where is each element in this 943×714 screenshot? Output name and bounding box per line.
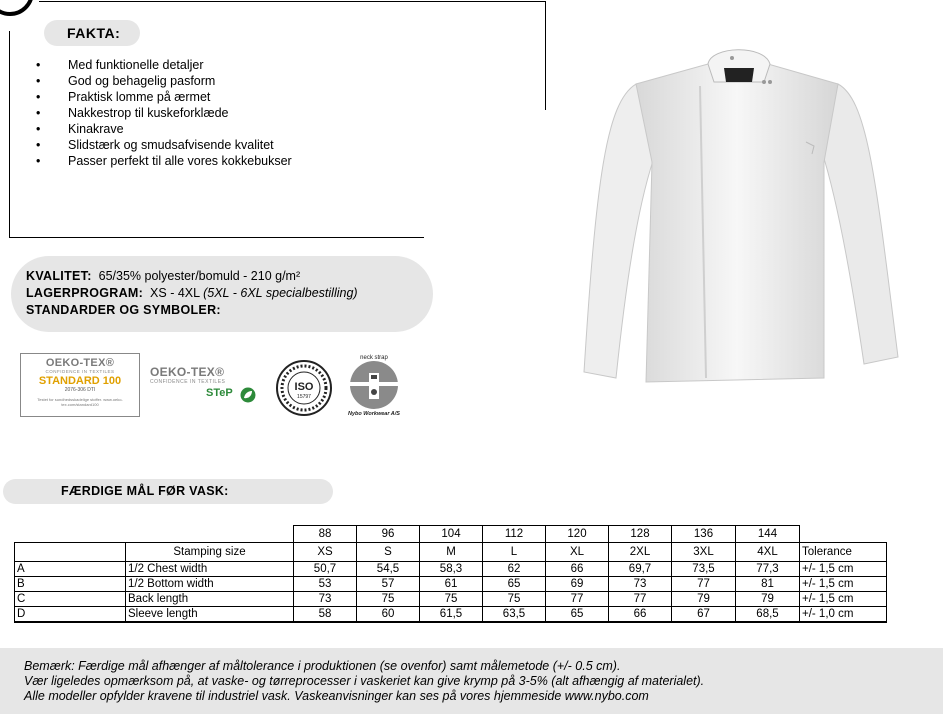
list-item: • Passer perfekt til alle vores kokkebukser <box>36 153 292 169</box>
standarder-label: STANDARDER OG SYMBOLER: <box>26 303 221 317</box>
svg-text:ISO: ISO <box>294 381 314 393</box>
list-item: • God og behagelig pasform <box>36 73 292 89</box>
table-row: 88 96 104 112 120 128 136 144 <box>15 526 887 543</box>
note-line: Alle modeller opfylder kravene til industriel vask. Vaskeanvisninger kan ses på vores hjemmeside www.nybo.com <box>24 689 649 703</box>
oeko-tex-standard-100-logo: OEKO-TEX® CONFIDENCE IN TEXTILES STANDARD 100 2076-306 DTI Testet for sundhedsskadelige stoffer. www.oeko-tex.com/standard100 <box>20 353 140 417</box>
facts-title: FAKTA: <box>44 20 140 46</box>
lager-note: (5XL - 6XL specialbestilling) <box>203 286 358 300</box>
leaf-icon <box>240 387 256 403</box>
svg-text:Nybo Workwear A/S: Nybo Workwear A/S <box>348 411 400 417</box>
lager-label: LAGERPROGRAM: <box>26 286 144 300</box>
list-item: • Nakkestrop til kuskeforklæde <box>36 105 292 121</box>
svg-text:15797: 15797 <box>297 394 311 400</box>
iso-15797-logo <box>275 359 333 417</box>
table-row: A 1/2 Chest width 50,7 54,5 58,3 62 66 69,7 73,5 77,3 +/- 1,5 cm <box>15 562 887 577</box>
list-item: • Med funktionelle detaljer <box>36 57 292 73</box>
note-text <box>24 659 704 704</box>
table-row: C Back length 73 75 75 75 77 77 79 79 +/- 1,5 cm <box>15 592 887 607</box>
kvalitet-label: KVALITET: <box>26 269 92 283</box>
facts-list <box>36 57 292 169</box>
table-row: B 1/2 Bottom width 53 57 61 65 69 73 77 81 +/- 1,5 cm <box>15 577 887 592</box>
svg-text:neck strap: neck strap <box>360 355 388 361</box>
list-item: • Praktisk lomme på ærmet <box>36 89 292 105</box>
quality-text <box>26 268 358 319</box>
note-line: Vær ligeledes opmærksom på, at vaske- og tørreprocesser i vaskeriet kan give krymp på 3-5% (alt afhængig af materialet). <box>24 674 705 688</box>
lager-value: XS - 4XL <box>150 286 200 300</box>
chef-jacket-image <box>576 42 900 384</box>
neck-strap-logo <box>343 351 405 417</box>
table-row: D Sleeve length 58 60 61,5 63,5 65 66 67 68,5 +/- 1,0 cm <box>15 607 887 623</box>
measurements-table <box>14 525 887 623</box>
list-item: • Kinakrave <box>36 121 292 137</box>
oeko-tex-step-logo: OEKO-TEX® CONFIDENCE IN TEXTILES STeP <box>148 355 260 415</box>
list-item: • Slidstærk og smudsafvisende kvalitet <box>36 137 292 153</box>
kvalitet-value: 65/35% polyester/bomuld - 210 g/m² <box>98 269 301 283</box>
note-line: Bemærk: Færdige mål afhænger af måltolerance i produktionen (se ovenfor) samt målemetode (+/- 0.5 cm). <box>24 659 621 673</box>
table-row: Stamping size XS S M L XL 2XL 3XL 4XL Tolerance <box>15 543 887 562</box>
measurements-title: FÆRDIGE MÅL FØR VASK: <box>3 479 333 504</box>
